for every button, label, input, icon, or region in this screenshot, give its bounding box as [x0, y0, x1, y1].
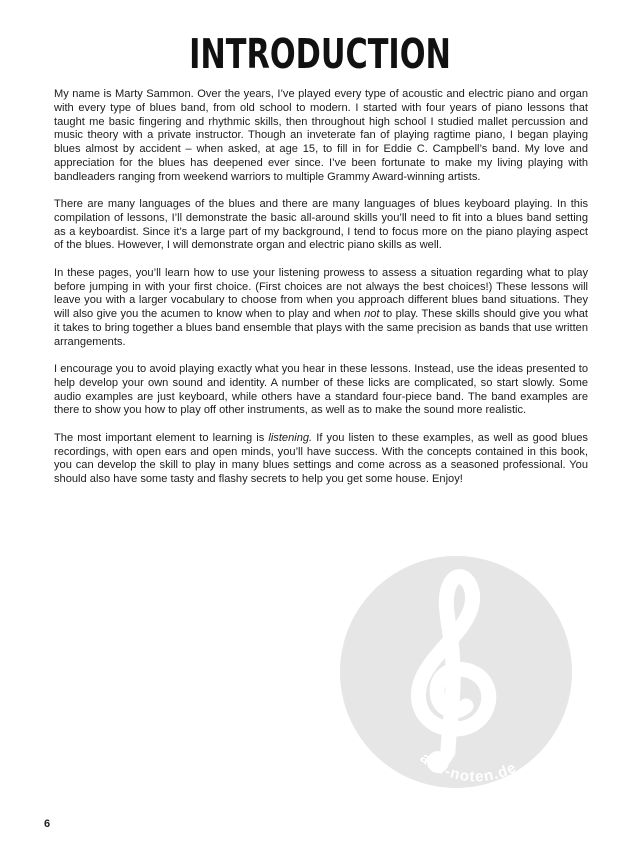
- paragraph-1: My name is Marty Sammon. Over the years, I’ve played every type of acoustic and electric piano and organ with every type of blues band, from old school to modern. I started with four years of piano lessons that taught me basic fingering and rhythmic skills, then throughout high school I studied mallet percussion and music theory with a private instructor. Though an inveterate fan of playing ragtime piano, I began playing blues almost by accident – when asked, at age 15, to fill in for Eddie C. Campbell’s band. My love and appreciation for the blues has deepened ever since. I’ve been fortunate to make my living playing with bandleaders ranging from weekend warriors to multiple Grammy Award-winning artists.: [54, 88, 588, 183]
- paragraph-3-emphasis: not: [364, 308, 380, 320]
- paragraph-5-text-a: The most important element to learning is: [54, 431, 269, 444]
- paragraph-3-text-a: In these pages, you’ll learn how to use your listening prowess to assess a situation regarding what to play before jumping in with your first choice. (First choices are not always the best choices!) These lessons will leave you with a larger vocabulary to choose from when you approach different blues band situations. They will also give you the acumen to know when to play and when: [54, 266, 588, 320]
- introduction-text: [54, 88, 588, 501]
- paragraph-4: I encourage you to avoid playing exactly what you hear in these lessons. Instead, use the ideas presented to help develop your own sound and identity. A number of these licks are complicated, so start slowly. Some audio examples are just keyboard, while others have a standard four-piece band. The band examples are there to show you how to play off other instruments, as well as to make the sound more realistic.: [54, 363, 588, 417]
- paragraph-3-text-b: to play. These skills should give you what it takes to bring together a blues band ensemble that plays with the same precision as bands that use written arrangements.: [54, 308, 588, 348]
- page-number: 6: [44, 818, 51, 830]
- paragraph-5-emphasis: listening.: [268, 431, 313, 444]
- paragraph-2: There are many languages of the blues and there are many languages of blues keyboard playing. In this compilation of lessons, I’ll demonstrate the basic all-around skills you’ll need to fit into a blues band setting as a keyboardist. Since it’s a large part of my background, I tend to focus more on the piano playing aspect of the blues. However, I will demonstrate organ and electric piano skills as well.: [54, 198, 588, 252]
- paragraph-5: [54, 432, 588, 487]
- paragraph-3: [54, 267, 588, 350]
- watermark-seal: [340, 556, 572, 788]
- page-title: INTRODUCTION: [189, 30, 451, 78]
- paragraph-5-text-b: If you listen to these examples, as well as good blues recordings, with open ears and open minds, you’ll have success. With the concepts contained in this book, you can develop the skill to play in many blues settings and come across as a seasoned professional. You should also have some tasty and flashy secrets to help you get some house. Enjoy!: [54, 431, 588, 485]
- watermark-text-span: alle-noten.de: [416, 749, 520, 786]
